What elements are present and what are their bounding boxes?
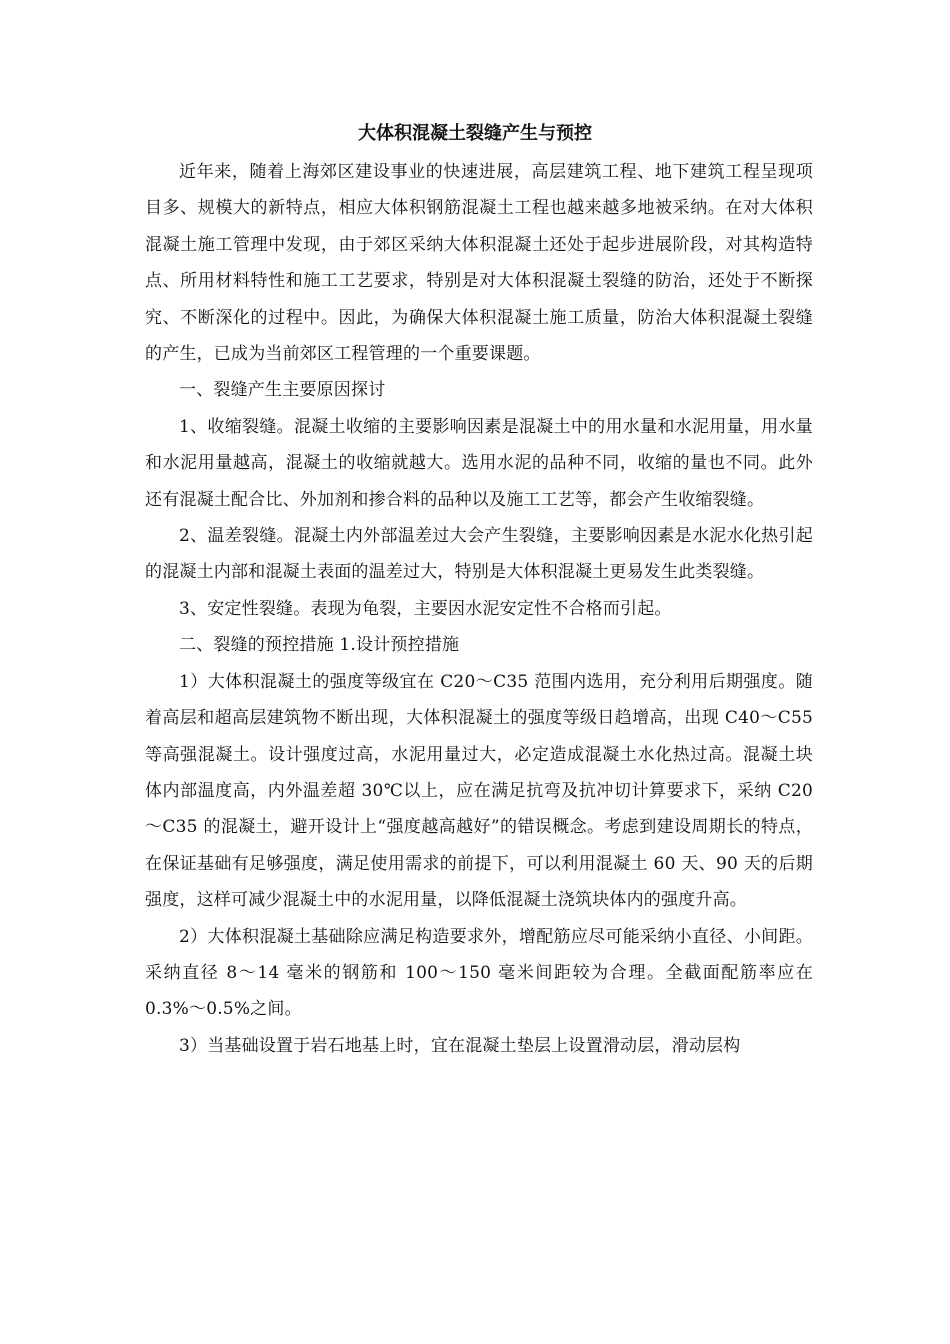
paragraph-measure-1: 1）大体积混凝土的强度等级宜在 C20～C35 范围内选用，充分利用后期强度。随着高层和超高层建筑物不断出现，大体积混凝土的强度等级日趋增高，出现 C40～C55 等高强混凝土。设计强度过高，水泥用量过大，必定造成混凝土水化热过高。混凝土块体内部温度高，内外温差超 30℃以上，应在满足抗弯及抗冲切计算要求下，采纳 C20～C35 的混凝土，避开设计上“强度越高越好”的错误概念。考虑到建设周期长的特点，在保证基础有足够强度，满足使用需求的前提下，可以利用混凝土 60 天、90 天的后期强度，这样可减少混凝土中的水泥用量，以降低混凝土浇筑块体内的强度升高。 xyxy=(145,671,813,911)
paragraph-stability-cracks: 3、安定性裂缝。表现为龟裂，主要因水泥安定性不合格而引起。 xyxy=(179,598,672,619)
document-title: 大体积混凝土裂缝产生与预控 xyxy=(358,123,592,144)
paragraph-temperature-cracks: 2、温差裂缝。混凝土内外部温差过大会产生裂缝，主要影响因素是水泥水化热引起的混凝土内部和混凝土表面的温差过大，特别是大体积混凝土更易发生此类裂缝。 xyxy=(145,526,813,583)
paragraph-measure-2: 2）大体积混凝土基础除应满足构造要求外，增配筋应尽可能采纳小直径、小间距。采纳直径 8～14 毫米的钢筋和 100～150 毫米间距较为合理。全截面配筋率应在 0.3%～0.5%之间。 xyxy=(145,926,813,1020)
paragraph-shrinkage-cracks: 1、收缩裂缝。混凝土收缩的主要影响因素是混凝土中的用水量和水泥用量，用水量和水泥用量越高，混凝土的收缩就越大。选用水泥的品种不同，收缩的量也不同。此外还有混凝土配合比、外加剂和掺合料的品种以及施工工艺等，都会产生收缩裂缝。 xyxy=(145,416,813,510)
document-body xyxy=(145,154,813,1064)
section-heading-causes: 一、裂缝产生主要原因探讨 xyxy=(179,380,386,401)
section-heading-measures: 二、裂缝的预控措施 1.设计预控措施 xyxy=(179,635,460,656)
paragraph-intro: 近年来，随着上海郊区建设事业的快速进展，高层建筑工程、地下建筑工程呈现项目多、规模大的新特点，相应大体积钢筋混凝土工程也越来越多地被采纳。在对大体积混凝土施工管理中发现，由于郊区采纳大体积混凝土还处于起步进展阶段，对其构造特点、所用材料特性和施工工艺要求，特别是对大体积混凝土裂缝的防治，还处于不断探究、不断深化的过程中。因此，为确保大体积混凝土施工质量，防治大体积混凝土裂缝的产生，已成为当前郊区工程管理的一个重要课题。 xyxy=(145,162,813,365)
paragraph-measure-3: 3）当基础设置于岩石地基上时，宜在混凝土垫层上设置滑动层，滑动层构 xyxy=(179,1035,741,1056)
